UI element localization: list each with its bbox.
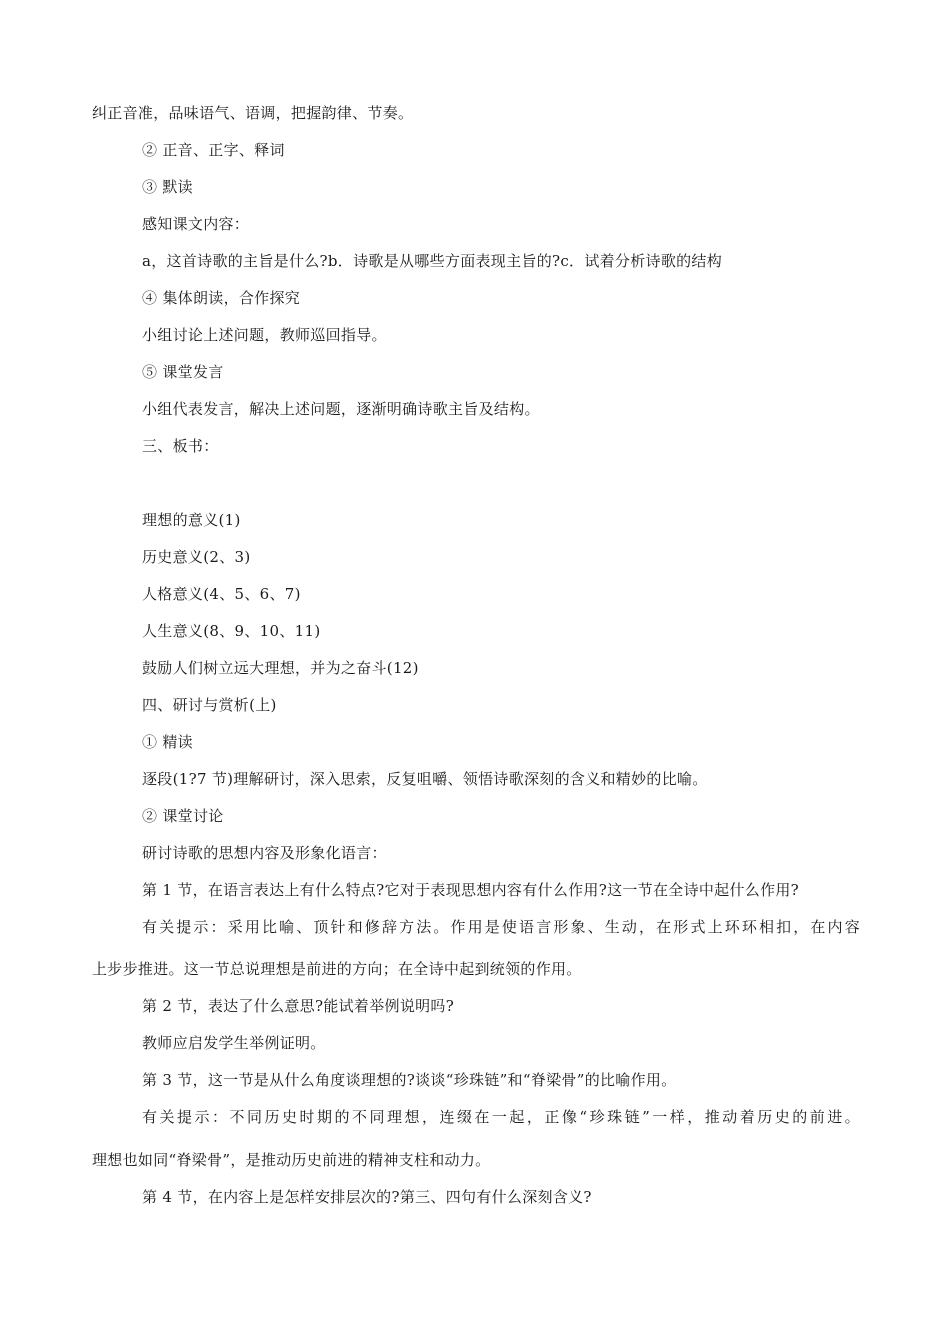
text-line: ⑤ 课堂发言 bbox=[142, 363, 224, 381]
text-line: 历史意义(2、3) bbox=[142, 548, 251, 566]
text-line: ④ 集体朗读，合作探究 bbox=[142, 289, 301, 307]
text-line: 理想的意义(1) bbox=[142, 511, 241, 529]
text-line: ② 正音、正字、释词 bbox=[142, 141, 285, 159]
text-line: 上步步推进。这一节总说理想是前进的方向；在全诗中起到统领的作用。 bbox=[92, 960, 582, 978]
text-line: 研讨诗歌的思想内容及形象化语言： bbox=[142, 844, 387, 862]
text-line: 有关提示：采用比喻、顶针和修辞方法。作用是使语言形象、生动，在形式上环环相扣，在内容 bbox=[142, 918, 860, 936]
text-line: 逐段(1?7 节)理解研讨，深入思索，反复咀嚼、领悟诗歌深刻的含义和精妙的比喻。 bbox=[142, 770, 708, 788]
text-line: ② 课堂讨论 bbox=[142, 807, 224, 825]
text-line: 小组代表发言，解决上述问题，逐渐明确诗歌主旨及结构。 bbox=[142, 400, 540, 418]
text-line: 感知课文内容： bbox=[142, 215, 250, 233]
text-line: 第 4 节，在内容上是怎样安排层次的?第三、四句有什么深刻含义? bbox=[142, 1188, 592, 1206]
text-line: 第 2 节，表达了什么意思?能试着举例说明吗? bbox=[142, 997, 455, 1015]
text-line: 第 3 节，这一节是从什么角度谈理想的?谈谈“珍珠链”和“脊梁骨”的比喻作用。 bbox=[142, 1071, 677, 1089]
section-heading: 三、板书： bbox=[142, 437, 219, 455]
text-line: 纠正音准，品味语气、语调，把握韵律、节奏。 bbox=[92, 104, 414, 122]
text-line: 鼓励人们树立远大理想，并为之奋斗(12) bbox=[142, 659, 419, 677]
text-line: 人生意义(8、9、10、11) bbox=[142, 622, 321, 640]
text-line: 理想也如同“脊梁骨”，是推动历史前进的精神支柱和动力。 bbox=[92, 1151, 491, 1169]
section-heading: 四、研讨与赏析(上) bbox=[142, 696, 277, 714]
text-line: 小组讨论上述问题，教师巡回指导。 bbox=[142, 326, 387, 344]
text-line: 有关提示：不同历史时期的不同理想，连缀在一起，正像“珍珠链”一样，推动着历史的前进。 bbox=[142, 1108, 860, 1126]
text-line: 教师应启发学生举例证明。 bbox=[142, 1034, 326, 1052]
text-line: 第 1 节，在语言表达上有什么特点?它对于表现思想内容有什么作用?这一节在全诗中起什么作用? bbox=[142, 881, 800, 899]
text-line: ① 精读 bbox=[142, 733, 193, 751]
text-line: ③ 默读 bbox=[142, 178, 193, 196]
text-line: a，这首诗歌的主旨是什么?b．诗歌是从哪些方面表现主旨的?c．试着分析诗歌的结构 bbox=[142, 252, 723, 270]
text-line: 人格意义(4、5、6、7) bbox=[142, 585, 301, 603]
